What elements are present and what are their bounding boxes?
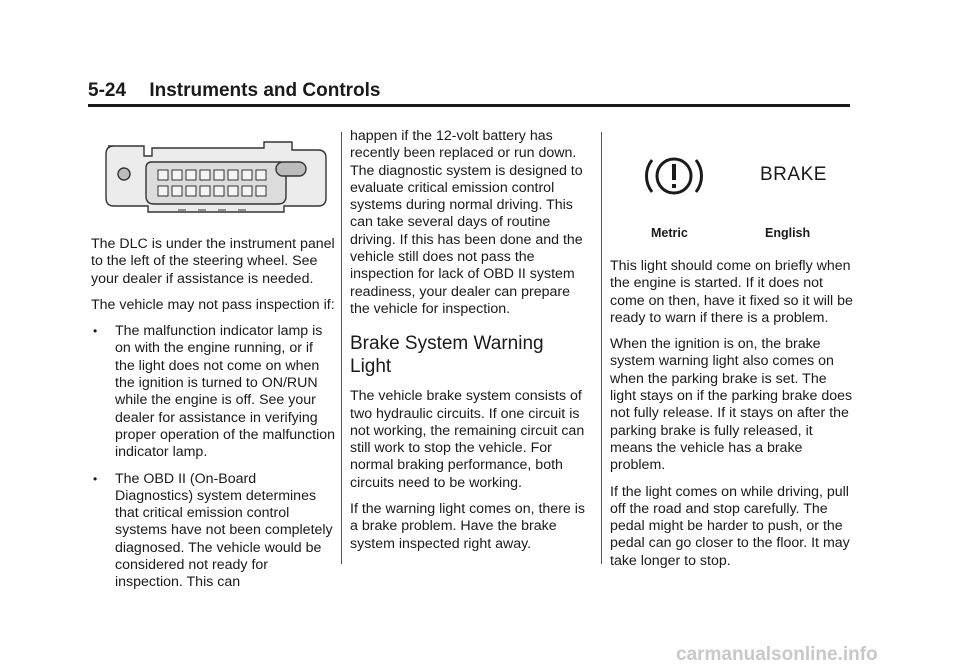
paragraph: happen if the 12-volt battery has recently been replaced or run down. The diagnostic system is designed to evaluate critical emission control systems during normal driving. This can take several days of routine driving. If this has been done and the vehicle still does not pass the inspection for lack of OBD II system readiness, your dealer can prepare the vehicle for inspection. [350, 128, 583, 317]
list-item-text: The OBD II (On-Board Diagnostics) system determines that critical emission control systems have not been completely diagnosed. The vehicle would be considered not ready for inspection. This can [115, 470, 333, 591]
brake-label: BRAKE [760, 164, 827, 185]
paragraph: When the ignition is on, the brake system warning light also comes on when the parking brake is set. The light stays on if the parking brake does not fully release. If it stays on after the parking brake is fully released, it means the vehicle has a brake problem. [610, 336, 853, 474]
paragraph: The vehicle brake system consists of two hydraulic circuits. If one circuit is not working, the remaining circuit can still work to stop the vehicle. For normal braking performance, both circuits need to be working. [350, 388, 585, 491]
caption-english: English [765, 226, 811, 240]
bullet-icon: • [93, 471, 98, 486]
column-divider-2 [601, 132, 602, 564]
caption-metric: Metric [651, 226, 688, 240]
obd-connector-icon [104, 140, 328, 220]
column-divider-1 [341, 132, 342, 564]
section-title: Instruments and Controls [149, 80, 381, 101]
paragraph: If the light comes on while driving, pull off the road and stop carefully. The pedal might be harder to push, or the pedal can go closer to the floor. It may take longer to stop. [610, 483, 850, 569]
paragraph: This light should come on briefly when the engine is started. If it does not come on then, have it fixed so it will be ready to warn if there is a problem. [610, 258, 853, 326]
header-rule [88, 104, 850, 107]
page-header [88, 80, 381, 102]
list-item-text: The malfunction indicator lamp is on with the engine running, or if the light does not come on when the ignition is turned to ON/RUN while the engine is off. See your dealer for assistance in verifying proper operation of the malfunction indicator lamp. [115, 323, 336, 461]
page-number: 5-24 [88, 80, 127, 101]
section-heading: Brake System Warning Light [350, 333, 544, 378]
list-item [91, 471, 336, 592]
column-3 [610, 258, 855, 579]
list-item [91, 323, 336, 461]
watermark: carmanualsonline.info [676, 644, 878, 665]
column-2 [350, 128, 590, 562]
paragraph: The vehicle may not pass inspection if: [91, 296, 335, 313]
bullet-icon: • [93, 324, 98, 339]
column-1 [91, 236, 336, 601]
paragraph: If the warning light comes on, there is a brake problem. Have the brake system inspected right away. [350, 501, 586, 552]
paragraph: The DLC is under the instrument panel to the left of the steering wheel. See your dealer if assistance is needed. [91, 236, 335, 287]
